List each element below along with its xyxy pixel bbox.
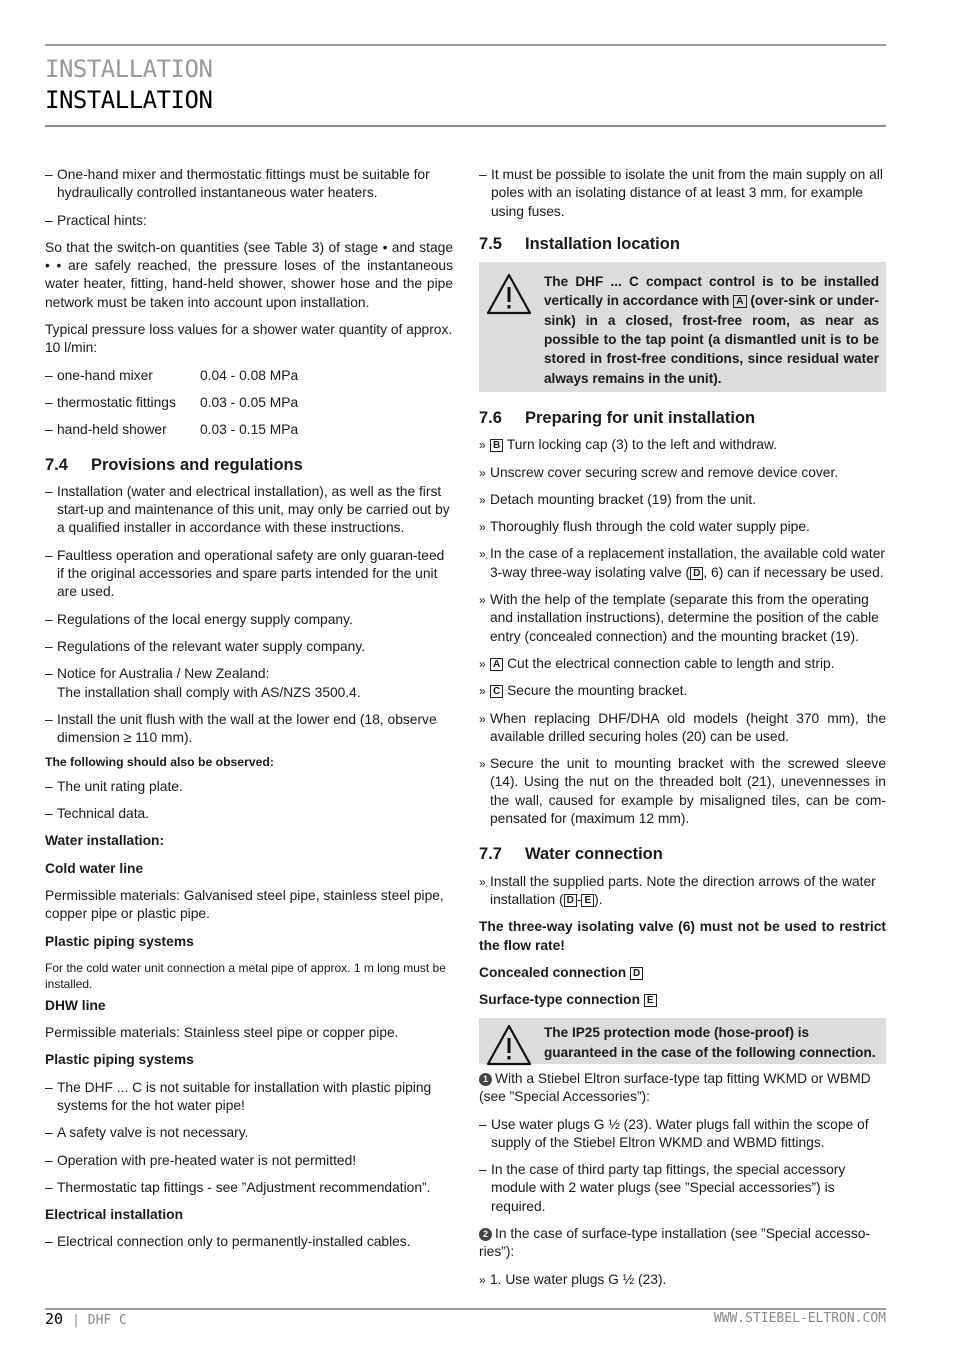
paragraph-text: In the case of surface-type installation (see ”Special accesso-ries”): (479, 1226, 871, 1260)
page-number-value: 20 (45, 1310, 64, 1328)
figure-ref-a: A (733, 295, 746, 308)
figure-ref-e: E (644, 994, 657, 1007)
step-text: Install the supplied parts. Note the direction arrows of the water installation ( (490, 873, 876, 907)
list-item: – Regulations of the local energy supply company. (45, 611, 453, 629)
subheading-concealed (479, 964, 886, 982)
step-item: » Detach mounting bracket (19) from the unit. (479, 491, 886, 509)
right-column (479, 166, 886, 1298)
list-item: – Operation with pre-heated water is not permitted! (45, 1152, 453, 1170)
page-title-secondary: INSTALLATION (45, 55, 213, 83)
subheading-surface (479, 991, 886, 1009)
numbered-paragraph (479, 1070, 886, 1107)
number-badge: 2 (479, 1228, 492, 1241)
list-item: – The unit rating plate. (45, 778, 453, 796)
section-number: 7.7 (479, 845, 502, 864)
figure-ref-a: A (490, 658, 503, 671)
left-column (45, 166, 453, 1261)
pressure-loss-row (45, 421, 453, 439)
subheading-plastic-piping: Plastic piping systems (45, 1052, 194, 1068)
important-note: The three-way isolating valve (6) must not be used to restrict the flow rate! (479, 919, 886, 953)
small-note: For the cold water unit connection a metal pipe of approx. 1 m long must be installed. (45, 960, 446, 992)
step-text: Cut the electrical connection cable to length and strip. (503, 655, 835, 671)
section-number: 7.5 (479, 234, 502, 253)
figure-ref-d: D (564, 894, 577, 907)
warning-text (479, 262, 886, 392)
list-item: – Practical hints: (45, 212, 453, 230)
figure-ref-d: D (630, 967, 643, 980)
section-number: 7.6 (479, 408, 502, 427)
pressure-loss-row (45, 394, 453, 412)
list-item: – In the case of third party tap fittings, the special accessory module with 2 water plugs (see ”Special accessories”) is required. (479, 1161, 886, 1216)
section-number: 7.4 (45, 455, 68, 474)
section-heading-7-7 (479, 845, 886, 863)
subheading-plastic-piping: Plastic piping systems (45, 933, 194, 949)
warning-text: The IP25 protection mode (hose-proof) is guaranteed in the case of the following connection. (544, 1025, 876, 1060)
step-item (479, 655, 886, 673)
section-title: Provisions and regulations (91, 455, 303, 474)
subheading-water-installation: Water installation: (45, 833, 165, 849)
warning-triangle-icon (485, 272, 533, 316)
warning-box (479, 262, 886, 392)
pressure-loss-value: 0.03 - 0.15 MPa (200, 422, 299, 438)
paragraph-text: With a Stiebel Eltron surface-type tap fitting WKMD or WBMD (see ”Special Accessories”): (479, 1070, 871, 1105)
step-item: » When replacing DHF/DHA old models (height 370 mm), the available drilled securing holes (20) can be used. (479, 710, 886, 747)
section-heading-7-4 (45, 456, 453, 474)
pressure-loss-label: one-hand mixer (57, 367, 153, 383)
subheading-cold-water-line: Cold water line (45, 860, 144, 876)
footer-separator: | (72, 1313, 88, 1328)
paragraph: Permissible materials: Stainless steel pipe or copper pipe. (45, 1025, 399, 1041)
warning-text-part: The DHF ... C compact control is to be installed vertically in accordance with (544, 274, 879, 309)
step-item (479, 873, 886, 910)
list-item: – A safety valve is not necessary. (45, 1124, 453, 1142)
footer-rule (45, 1308, 886, 1310)
page-number (45, 1310, 127, 1328)
paragraph: So that the switch-on quantities (see Table 3) of stage • and stage • • are safely reached, the pressure loses of the instantaneous water heater, fitting, hand-held shower, shower hose and the pipe network must be taken into account upon installation. (45, 239, 453, 310)
figure-ref-c: C (490, 685, 503, 698)
figure-ref-d: D (690, 567, 703, 580)
pressure-loss-label: thermostatic fittings (57, 394, 176, 410)
list-item: – Regulations of the relevant water supply company. (45, 638, 453, 656)
subheading-dhw-line: DHW line (45, 997, 106, 1013)
warning-box (479, 1018, 886, 1064)
page-title: INSTALLATION (45, 86, 213, 114)
step-item: » 1. Use water plugs G ½ (23). (479, 1271, 886, 1289)
subheading-text: Surface-type connection (479, 992, 644, 1008)
step-text: In the case of a replacement installation, the available cold water 3-way three-way isolating valve ( (490, 546, 885, 580)
header-rule-top (45, 44, 886, 46)
step-item: » Unscrew cover securing screw and remove device cover. (479, 464, 886, 482)
numbered-paragraph (479, 1225, 886, 1262)
list-item (45, 665, 453, 702)
section-heading-7-6 (479, 409, 886, 427)
step-text: , 6) can if necessary be used. (703, 564, 884, 580)
step-item: » Thoroughly flush through the cold water supply pipe. (479, 518, 886, 536)
pressure-loss-value: 0.04 - 0.08 MPa (200, 367, 299, 383)
step-item: » Secure the unit to mounting bracket with the screwed sleeve (14). Using the nut on the threaded bolt (21), unevennesses in the wall, caused for example by misaligned tiles, can be com-pensated for (maximum 12 mm). (479, 755, 886, 828)
list-item: – It must be possible to isolate the unit from the main supply on all poles with an isolating distance of at least 3 mm, for example using fuses. (479, 166, 886, 221)
warning-triangle-icon (485, 1023, 533, 1067)
list-item: – The DHF ... C is not suitable for installation with plastic piping systems for the hot water pipe! (45, 1079, 453, 1116)
section-title: Installation location (525, 234, 680, 253)
list-item: – Faultless operation and operational safety are only guaran-teed if the original accessories and spare parts intended for the unit are used. (45, 547, 453, 602)
notice-heading: Notice for Australia / New Zealand: (57, 666, 270, 682)
warning-text-part: (over-sink or under-sink) in a closed, frost-free room, as near as possible to the tap point (a dismantled unit is to be stored in frost-free conditions, since residual water always remains in the unit). (544, 293, 879, 386)
list-item: – Install the unit flush with the wall at the lower end (18, observe dimension ≥ 110 mm). (45, 711, 453, 748)
pressure-loss-row (45, 367, 453, 385)
step-item (479, 682, 886, 700)
observe-heading: The following should also be observed: (45, 755, 274, 770)
website-url: WWW.STIEBEL-ELTRON.COM (713, 1311, 886, 1326)
pressure-loss-value: 0.03 - 0.05 MPa (200, 394, 299, 410)
figure-ref-b: B (490, 439, 503, 452)
header-rule-bottom (45, 125, 886, 127)
pressure-loss-label: hand-held shower (57, 422, 167, 438)
document-name: DHF C (87, 1313, 127, 1328)
step-item (479, 436, 886, 454)
step-text: ). (594, 891, 603, 907)
step-item: » With the help of the template (separate this from the operating and installation instructions), determine the position of the cable entry (concealed connection) and the mounting bracket (19). (479, 591, 886, 646)
step-text: - (576, 891, 582, 907)
notice-text: The installation shall comply with AS/NZS 3500.4. (57, 684, 361, 700)
step-text: Turn locking cap (3) to the left and withdraw. (503, 437, 778, 453)
list-item: – Thermostatic tap fittings - see ”Adjustment recommendation”. (45, 1179, 453, 1197)
figure-ref-e: E (581, 894, 594, 907)
paragraph: Permissible materials: Galvanised steel pipe, stainless steel pipe, copper pipe or plastic pipe. (45, 887, 444, 922)
number-badge: 1 (479, 1073, 492, 1086)
step-text: Secure the mounting bracket. (503, 683, 688, 699)
section-heading-7-5 (479, 235, 886, 253)
step-item (479, 545, 886, 582)
section-title: Preparing for unit installation (525, 408, 756, 427)
list-item: – Use water plugs G ½ (23). Water plugs fall within the scope of supply of the Stiebel Eltron WKMD and WBMD fittings. (479, 1116, 886, 1153)
list-item: – One-hand mixer and thermostatic fittings must be suitable for hydraulically controlled instantaneous water heaters. (45, 166, 453, 203)
list-item: – Installation (water and electrical installation), as well as the first start-up and maintenance of this unit, may only be carried out by a qualified installer in accordance with these instructions. (45, 483, 453, 538)
subheading-text: Concealed connection (479, 964, 631, 980)
section-title: Water connection (525, 845, 663, 864)
list-item: – Electrical connection only to permanently-installed cables. (45, 1233, 453, 1251)
subheading-electrical: Electrical installation (45, 1207, 184, 1223)
paragraph: Typical pressure loss values for a shower water quantity of approx. 10 l/min: (45, 322, 453, 356)
list-item: – Technical data. (45, 805, 453, 823)
